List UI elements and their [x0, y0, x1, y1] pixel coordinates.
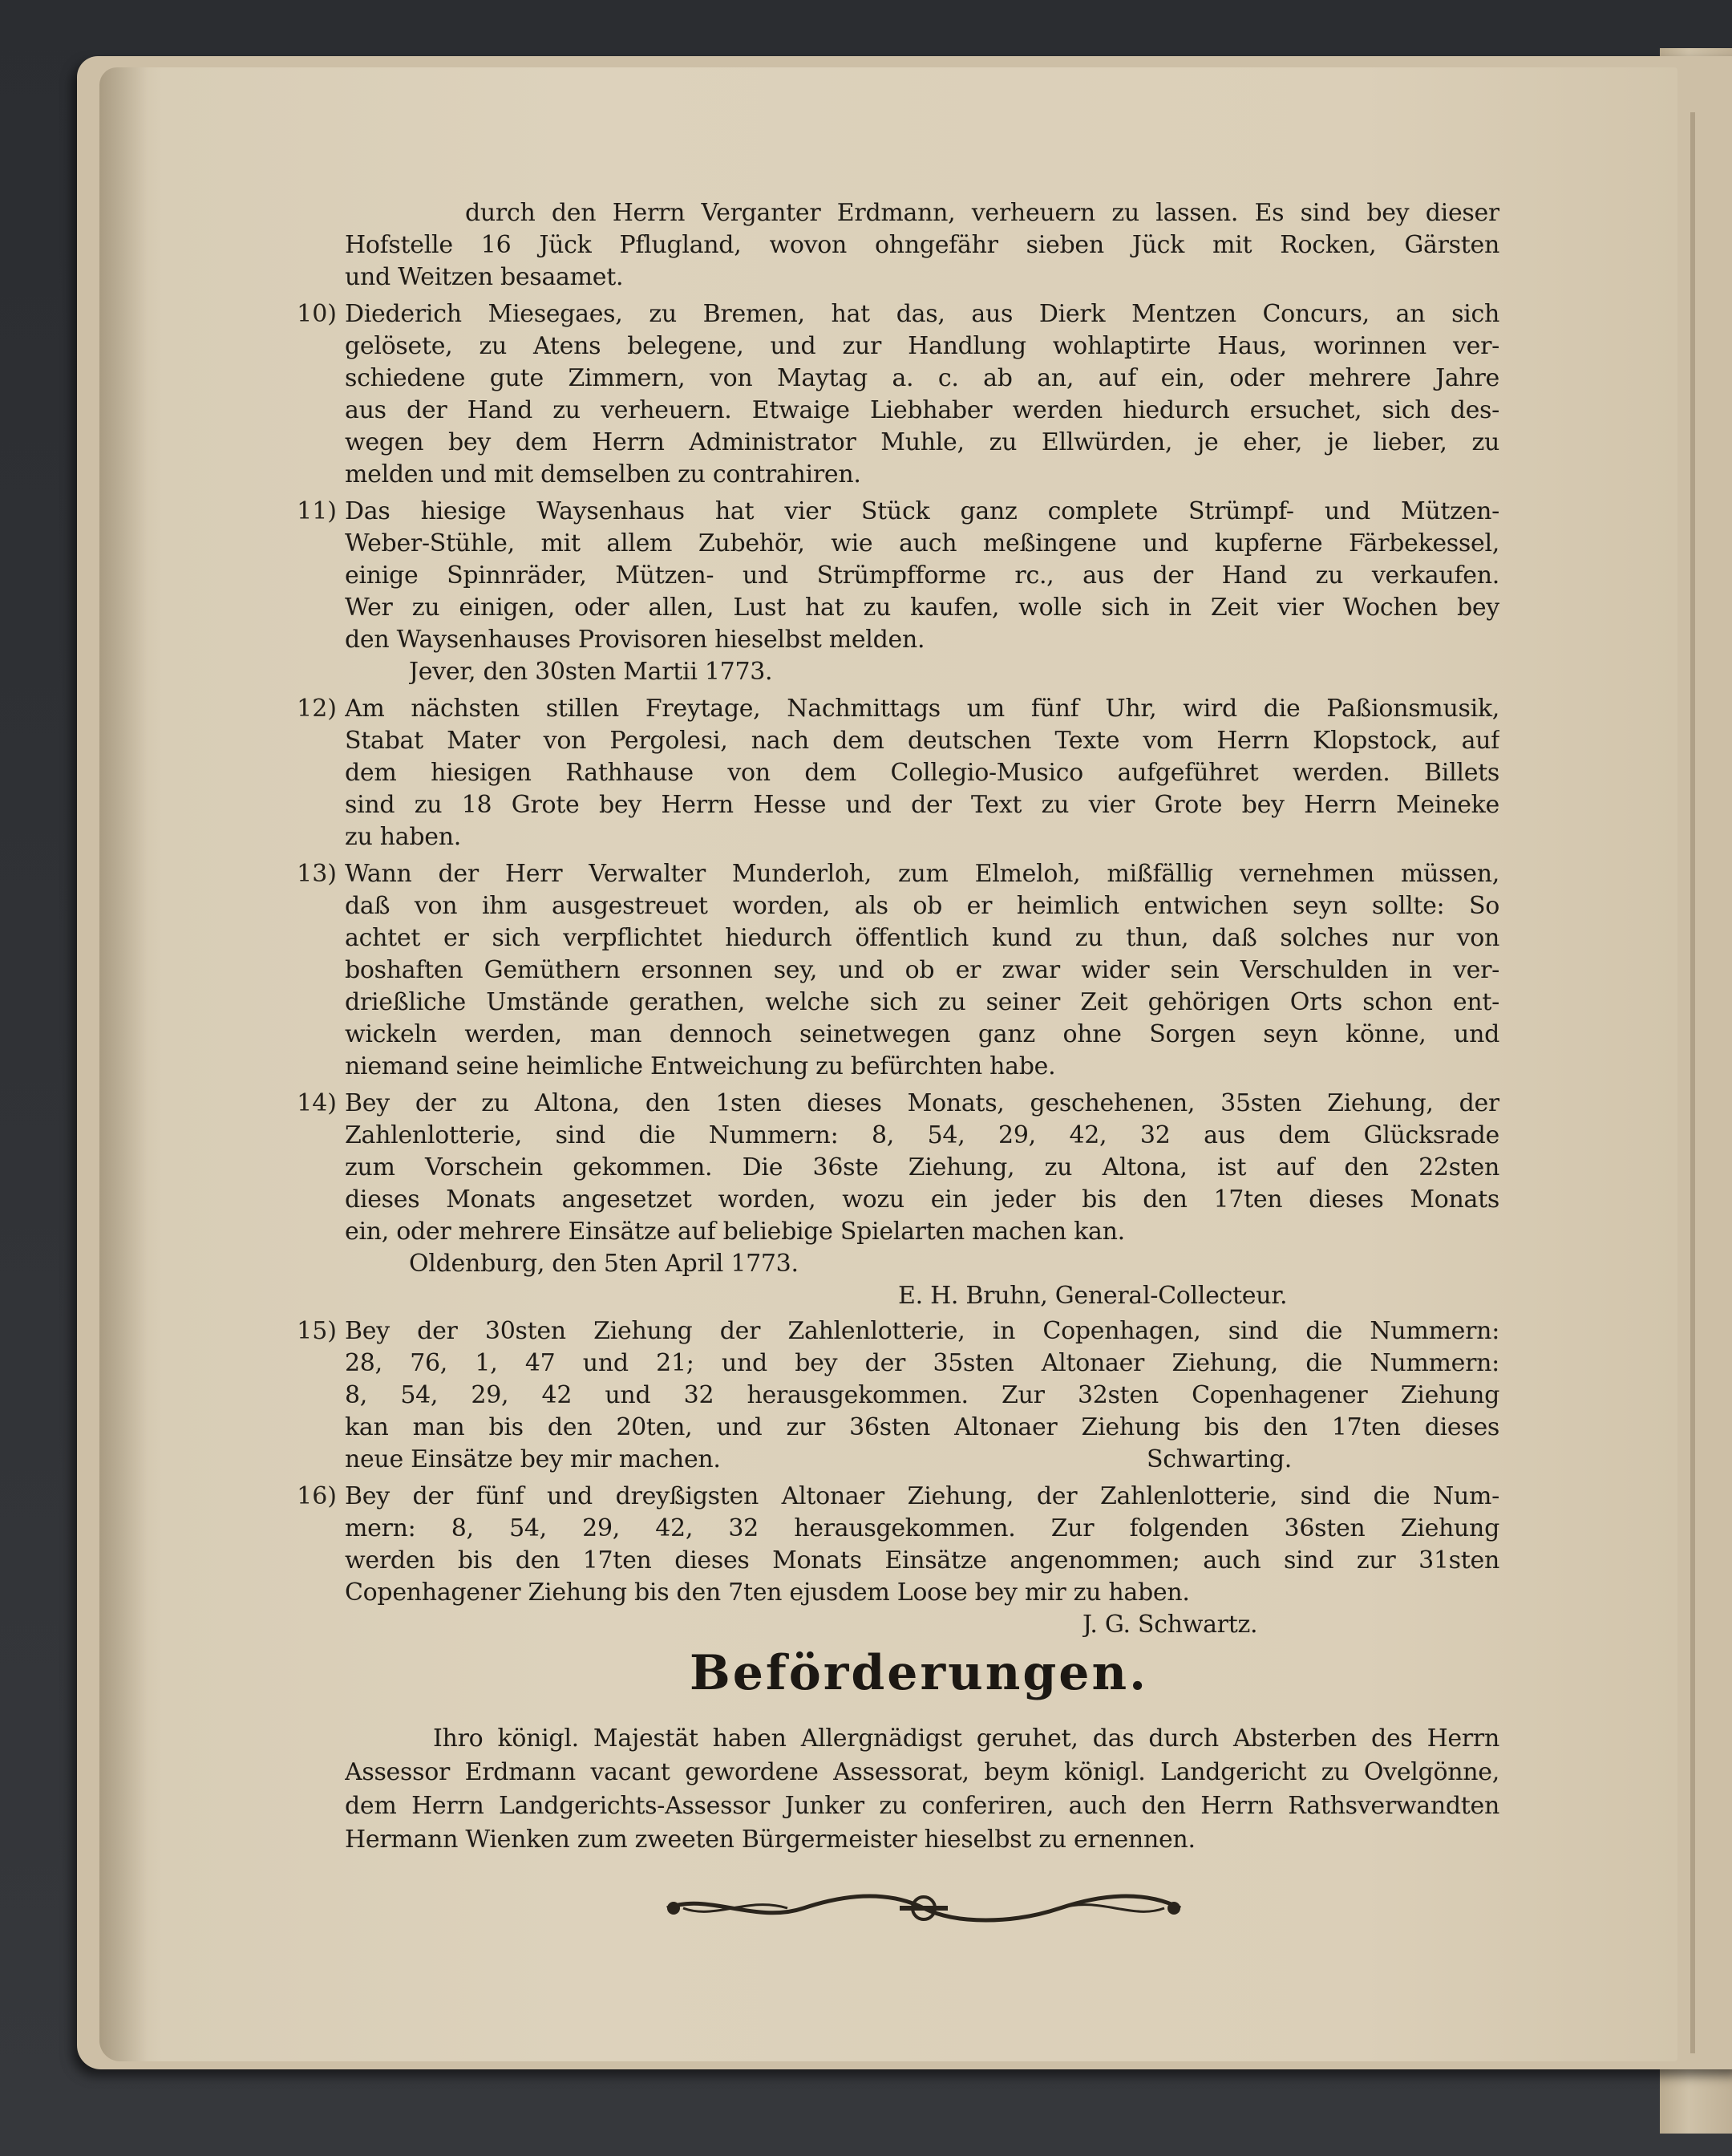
page-fold-line — [1690, 112, 1695, 2053]
text-line: Ihro königl. Majestät haben Allergnädigst geruhet, das durch Absterben des Herrn — [433, 1724, 1499, 1753]
text-line: 28, 76, 1, 47 und 21; und bey der 35sten Altonaer Ziehung, die Nummern: — [345, 1349, 1499, 1377]
text-line: ein, oder mehrere Einsätze auf beliebige Spielarten machen kan. — [345, 1218, 1125, 1246]
page-gutter-shadow — [99, 67, 148, 2061]
text-line: Hermann Wienken zum zweeten Bürgermeister hieselbst zu ernennen. — [345, 1826, 1196, 1854]
text-line: Hofstelle 16 Jück Pflugland, wovon ohngefähr sieben Jück mit Rocken, Gärsten — [345, 231, 1499, 259]
text-line: dem Herrn Landgerichts-Assessor Junker zu conferiren, auch den Herrn Rathsverwandten — [345, 1792, 1499, 1820]
item-number: 14) — [297, 1089, 337, 1117]
item-number: 15) — [297, 1317, 337, 1345]
text-line: wickeln werden, man dennoch seinetwegen ganz ohne Sorgen seyn könne, und — [345, 1020, 1499, 1048]
text-line: den Waysenhauses Provisoren hieselbst melden. — [345, 626, 925, 654]
text-line: Diederich Miesegaes, zu Bremen, hat das, aus Dierk Mentzen Concurs, an sich — [345, 300, 1499, 328]
item-number: 12) — [297, 695, 337, 723]
text-line: niemand seine heimliche Entweichung zu befürchten habe. — [345, 1052, 1056, 1080]
text-line: schiedene gute Zimmern, von Maytag a. c. ab an, auf ein, oder mehrere Jahre — [345, 364, 1499, 392]
text-line: wegen bey dem Herrn Administrator Muhle, zu Ellwürden, je eher, je lieber, zu — [345, 428, 1499, 456]
text-line: dem hiesigen Rathhause von dem Collegio-Musico aufgeführet werden. Billets — [345, 759, 1499, 787]
text-line: einige Spinnräder, Mützen- und Strümpfforme rc., aus der Hand zu verkaufen. — [345, 561, 1499, 590]
text-line: Am nächsten stillen Freytage, Nachmittags um fünf Uhr, wird die Paßionsmusik, — [345, 695, 1499, 723]
text-line: Stabat Mater von Pergolesi, nach dem deutschen Texte vom Herrn Klopstock, auf — [345, 727, 1499, 755]
dateline: Jever, den 30sten Martii 1773. — [409, 658, 773, 686]
item-number: 11) — [297, 497, 337, 525]
text-line: melden und mit demselben zu contrahiren. — [345, 460, 861, 488]
text-line: werden bis den 17ten dieses Monats Einsätze angenommen; auch sind zur 31sten — [345, 1546, 1499, 1574]
text-line: drießliche Umstände gerathen, welche sich zu seiner Zeit gehörigen Orts schon ent- — [345, 988, 1499, 1016]
text-line: neue Einsätze bey mir machen. — [345, 1445, 721, 1473]
text-line: achtet er sich verpflichtet hiedurch öffentlich kund zu thun, daß solches nur von — [345, 924, 1499, 952]
decorative-ornament — [659, 1888, 1188, 1928]
text-line: Copenhagener Ziehung bis den 7ten ejusdem Loose bey mir zu haben. — [345, 1578, 1190, 1607]
text-line: Bey der zu Altona, den 1sten dieses Monats, geschehenen, 35sten Ziehung, der — [345, 1089, 1499, 1117]
text-line: Das hiesige Waysenhaus hat vier Stück ganz complete Strümpf- und Mützen- — [345, 497, 1499, 525]
dateline: Oldenburg, den 5ten April 1773. — [409, 1250, 799, 1278]
signature: J. G. Schwartz. — [1082, 1611, 1258, 1639]
text-line: Bey der fünf und dreyßigsten Altonaer Ziehung, der Zahlenlotterie, sind die Num- — [345, 1482, 1499, 1510]
section-heading: Beförderungen. — [690, 1645, 1148, 1701]
text-line: 8, 54, 29, 42 und 32 herausgekommen. Zur 32sten Copenhagener Ziehung — [345, 1381, 1499, 1409]
text-line: Zahlenlotterie, sind die Nummern: 8, 54, 29, 42, 32 aus dem Glücksrade — [345, 1121, 1499, 1149]
text-line: kan man bis den 20ten, und zur 36sten Altonaer Ziehung bis den 17ten dieses — [345, 1413, 1499, 1441]
text-line: aus der Hand zu verheuern. Etwaige Liebhaber werden hiedurch ersuchet, sich des- — [345, 396, 1499, 424]
item-number: 13) — [297, 860, 337, 888]
text-line: Wer zu einigen, oder allen, Lust hat zu kaufen, wolle sich in Zeit vier Wochen bey — [345, 594, 1499, 622]
text-line: Bey der 30sten Ziehung der Zahlenlotterie, in Copenhagen, sind die Nummern: — [345, 1317, 1499, 1345]
signature: Schwarting. — [1147, 1445, 1292, 1473]
text-line: gelösete, zu Atens belegene, und zur Handlung wohlaptirte Haus, worinnen ver- — [345, 332, 1499, 360]
signature: E. H. Bruhn, General-Collecteur. — [898, 1282, 1288, 1310]
text-line: mern: 8, 54, 29, 42, 32 herausgekommen. Zur folgenden 36sten Ziehung — [345, 1514, 1499, 1542]
item-number: 10) — [297, 300, 337, 328]
text-line: Wann der Herr Verwalter Munderloh, zum Elmeloh, mißfällig vernehmen müssen, — [345, 860, 1499, 888]
text-line: dieses Monats angesetzet worden, wozu ein jeder bis den 17ten dieses Monats — [345, 1185, 1499, 1214]
text-line: Assessor Erdmann vacant gewordene Assessorat, beym königl. Landgericht zu Ovelgönne, — [345, 1758, 1499, 1786]
text-line: sind zu 18 Grote bey Herrn Hesse und der Text zu vier Grote bey Herrn Meineke — [345, 791, 1499, 819]
text-line: daß von ihm ausgestreuet worden, als ob er heimlich entwichen seyn sollte: So — [345, 892, 1499, 920]
text-line: und Weitzen besaamet. — [345, 263, 624, 291]
text-line: zum Vorschein gekommen. Die 36ste Ziehung, zu Altona, ist auf den 22sten — [345, 1153, 1499, 1181]
text-line: Weber-Stühle, mit allem Zubehör, wie auch meßingene und kupferne Färbekessel, — [345, 529, 1499, 557]
text-line: zu haben. — [345, 823, 461, 851]
text-line: durch den Herrn Verganter Erdmann, verheuern zu lassen. Es sind bey dieser — [465, 199, 1499, 227]
item-number: 16) — [297, 1482, 337, 1510]
text-line: boshaften Gemüthern ersonnen sey, und ob er zwar wider sein Verschulden in ver- — [345, 956, 1499, 984]
